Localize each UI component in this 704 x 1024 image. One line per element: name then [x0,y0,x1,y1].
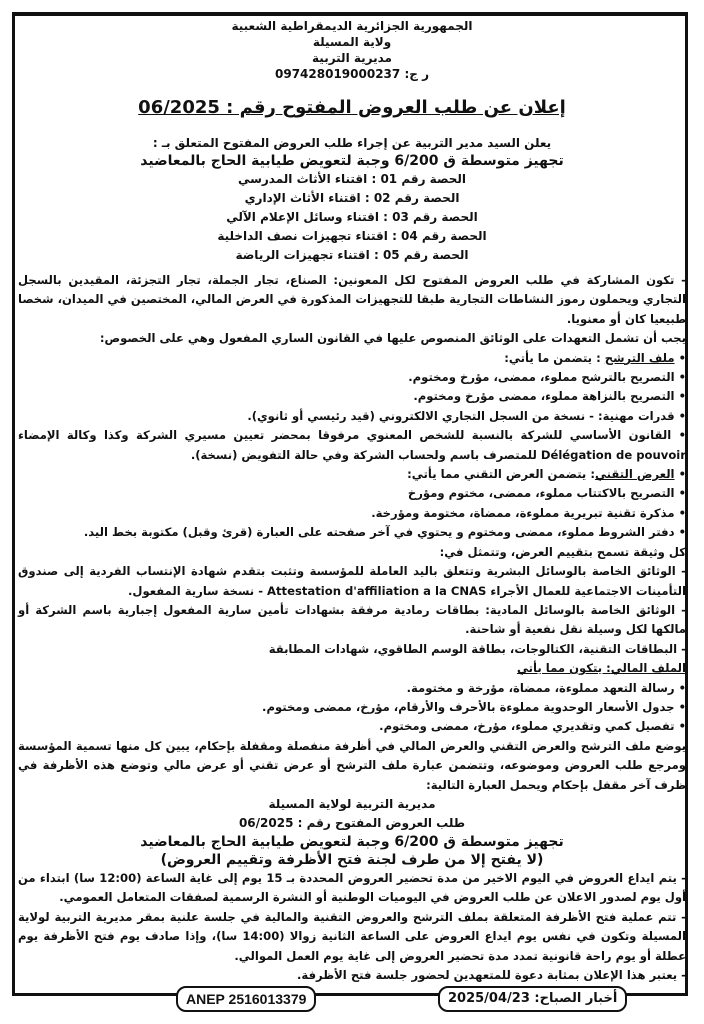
list-item-text: مذكرة تقنية تبريرية مملوءة، ممضاة، مختومة ومؤرخة. [371,505,675,520]
ref-number: 097428019000237 [275,67,401,81]
technical-cards-paragraph: - البطاقات التقنية، الكتالوجات، بطاقة الوسم الطاقوي، شهادات المطابقة [268,641,686,656]
list-item: • دفتر الشروط مملوء، ممضى ومختوم و يحتوي في آخر صفحته على العبارة (قرئ وقبل) مكتوبة بخط اليد. [83,525,686,540]
title-text: إعلان عن طلب العروض المفتوح رقم : 06/2025 [138,97,566,118]
header-republic: الجمهورية الجزائرية الديمقراطية الشعبية [231,19,473,33]
conditions-body [18,271,686,795]
envelope-line-2: طلب العروض المفتوح رقم : 06/2025 [238,815,466,830]
human-text-2: - نسخة سارية المفعول. [128,583,268,598]
list-item-text: التصريح بالترشح مملوء، ممضى، مؤرخ ومختوم. [408,370,675,385]
list-item: • رسالة التعهد مملوءة، ممضاة، مؤرخة و مختومة. [406,680,686,695]
financial-heading [18,659,686,678]
envelopes-paragraph: يوضع ملف الترشح والعرض التقني والعرض المالي في أظرفة منفصلة ومقفلة بإحكام، يبين كل منها تسمية المؤسسة ومرجع طلب العروض وموضوعه، وتتضمن عبارة ملف الترشح أو عرض تقني أو عرض مالي وتوضع هذه الأظرفة في ظرف آخر مقفل بإحكام ويحمل العبارة التالية: [18,738,686,792]
list-item: • مذكرة تقنية تبريرية مملوءة، ممضاة، مختومة ومؤرخة. [371,505,686,520]
newspaper-date-badge: أخبار الصباح: 2025/04/23 [438,986,627,1012]
lot-4: الحصة رقم 04 : اقتناء تجهيزات نصف الداخلية [217,229,487,243]
candidacy-rest: : يتضمن ما يأتي: [504,350,605,365]
envelope-line-4: (لا يفتح إلا من طرف لجنة فتح الأظرفة وتقييم العروض) [160,851,544,868]
anep-number-badge: ANEP 2516013379 [176,986,316,1012]
human-resources-paragraph [18,562,686,601]
invitation-paragraph: - يعتبر هذا الإعلان بمثابة دعوة للمتعهدين لحضور جلسة فتح الأظرفة. [297,968,686,982]
list-item-text: قدرات مهنية: - نسخة من السجل التجاري الالكتروني (قيد رئيسي أو ثانوي). [247,408,675,423]
delegation-ar: للمتصرف باسم ولحساب الشركة وفي حالة التفويض (نسخة). [190,447,541,462]
list-item: • التصريح بالنزاهة مملوء، ممضى مؤرخ ومختوم. [413,389,686,404]
lot-5: الحصة رقم 05 : اقتناء تجهيزات الرياضة [235,248,469,262]
human-text-1: - الوثائق الخاصة بالوسائل البشرية وتتعلق باليد العاملة للمؤسسة وتثبت بتقدم شهادة الإنتساب الفردية إلى صندوق التأمينات الاجتماعية للعمال الأجراء [18,564,686,598]
lot-2: الحصة رقم 02 : اقتناء الأثاث الإداري [244,191,460,205]
ref-label: ر ج: [404,67,429,81]
list-item-text: التصريح بالنزاهة مملوء، ممضى مؤرخ ومختوم. [413,389,675,404]
material-paragraph: - الوثائق الخاصة بالوسائل المادية: بطاقات رمادية مرفقة بشهادات تأمين سارية المفعول إجبارية باسم الشركة أو مالكها لكل وسيلة نقل نفعية أو شاحنة. [18,602,686,637]
technical-heading: • العرض التقني: يتضمن العرض التقني مما يأتي: [407,467,686,482]
financial-rest: : يتكون مما يأتي [516,661,611,676]
technical-label: العرض التقني [594,467,675,482]
list-item: • تفصيل كمي وتقديري مملوء، مؤرخ، ممضى ومختوم. [379,719,686,734]
announcement-content [18,18,686,985]
list-item-text: رسالة التعهد مملوءة، ممضاة، مؤرخة و مختومة. [406,680,675,695]
list-item: • القانون الأساسي للشركة بالنسبة للشخص المعنوي مرفوقا بمحضر تعيين مسيري الشركة وكذا وكالة الإمضاء Délégation de pouvoir للمتصرف باسم ولحساب الشركة وفي حالة التفويض (نسخة). [18,428,687,462]
envelope-line-3: تجهيز متوسطة ق 6/200 وجبة لتعويض طيابية الحاج بالمعاضيد [140,833,564,850]
list-item: • التصريح بالترشح مملوء، ممضى، مؤرخ ومختوم. [408,370,686,385]
list-item-text: جدول الأسعار الوحدوية مملوءة بالأحرف والأرقام، مؤرخ، ممضى ومختوم. [262,699,675,714]
delegation-fr: Délégation de pouvoir [540,447,686,462]
lot-3: الحصة رقم 03 : اقتناء وسائل الإعلام الآلي [226,210,478,224]
financial-label: الملف المالي [610,661,686,676]
header-ref [18,66,686,82]
header-wilaya: ولاية المسيلة [312,35,392,49]
envelope-line-1: مديرية التربية لولاية المسيلة [268,796,436,811]
lot-1: الحصة رقم 01 : اقتناء الأثاث المدرسي [237,172,467,186]
candidacy-heading: • ملف الترشح : يتضمن ما يأتي: [504,350,686,365]
page-title [18,96,686,120]
intro-text: يعلن السيد مدير التربية عن إجراء طلب العروض المفتوح المتعلق بـ : [152,136,552,150]
technical-rest: : يتضمن العرض التقني مما يأتي: [407,467,595,482]
closing-body [18,869,686,985]
subject-text: تجهيز متوسطة ق 6/200 وجبة لتعويض طيابية الحاج بالمعاضيد [140,153,564,169]
deposit-paragraph: - يتم ايداع العروض في اليوم الاخير من مدة تحضير العروض المحددة بـ 15 يوم إلى غاية الساعة (12:00 سا) ابتداء من أول يوم لصدور الاعلان عن طلب العروض في اليوميات الوطنية أو النشرة الرسمية لصفقات المتعامل العمومي. [18,870,686,905]
list-item: • قدرات مهنية: - نسخة من السجل التجاري الالكتروني (قيد رئيسي أو ثانوي). [247,408,686,423]
list-item-text: تفصيل كمي وتقديري مملوء، مؤرخ، ممضى ومختوم. [379,719,675,734]
participation-paragraph: - تكون المشاركة في طلب العروض المفتوح لكل المعونين: الصناع، تجار الجملة، تجار التجزئة، المقيدين بالسجل التجاري ويحملون رموز النشاطات التجارية طبقا للتجهيزات المذكورة في العرض المالي، المختصين في الميدان، شخصا طبيعيا كان أو معنويا. [18,273,686,326]
candidacy-label: ملف الترشح [604,350,675,365]
list-item-text: دفتر الشروط مملوء، ممضى ومختوم و يحتوي في آخر صفحته على العبارة (قرئ وقبل) مكتوبة بخط اليد. [83,525,675,540]
evaluation-paragraph: كل وثيقة تسمح بتقييم العرض، وتتمثل في: [439,544,686,559]
human-text-fr: Attestation d'affiliation a la CNAS [267,583,487,598]
list-item: • جدول الأسعار الوحدوية مملوءة بالأحرف والأرقام، مؤرخ، ممضى ومختوم. [262,699,686,714]
obligations-paragraph: يجب أن تشمل التعهدات على الوثائق المنصوص عليها في القانون الساري المفعول وهي على الخصوص: [99,331,686,346]
list-item-text: التصريح بالاكتتاب مملوء، ممضى، مختوم ومؤرخ [407,486,675,501]
header-directorate: مديرية التربية [312,51,392,65]
list-item-text: القانون الأساسي للشركة بالنسبة للشخص المعنوي مرفوقا بمحضر تعيين مسيري الشركة وكذا وكالة الإمضاء [18,428,672,443]
opening-paragraph: - تتم عملية فتح الأظرفة المتعلقة بملف الترشح والعروض التقنية والمالية في جلسة علنية بمقر مديرية التربية لولاية المسيلة وتكون في نفس يوم ايداع العروض على الساعة الثانية زوالا (14:00 سا)، وإذا صادف يوم فتح الأظرفة يوم عطلة أو يوم راحة قانونية تمدد مدة تحضير العروض إلى غاية يوم العمل الموالي. [18,909,686,963]
list-item: • التصريح بالاكتتاب مملوء، ممضى، مختوم ومؤرخ [407,486,686,501]
